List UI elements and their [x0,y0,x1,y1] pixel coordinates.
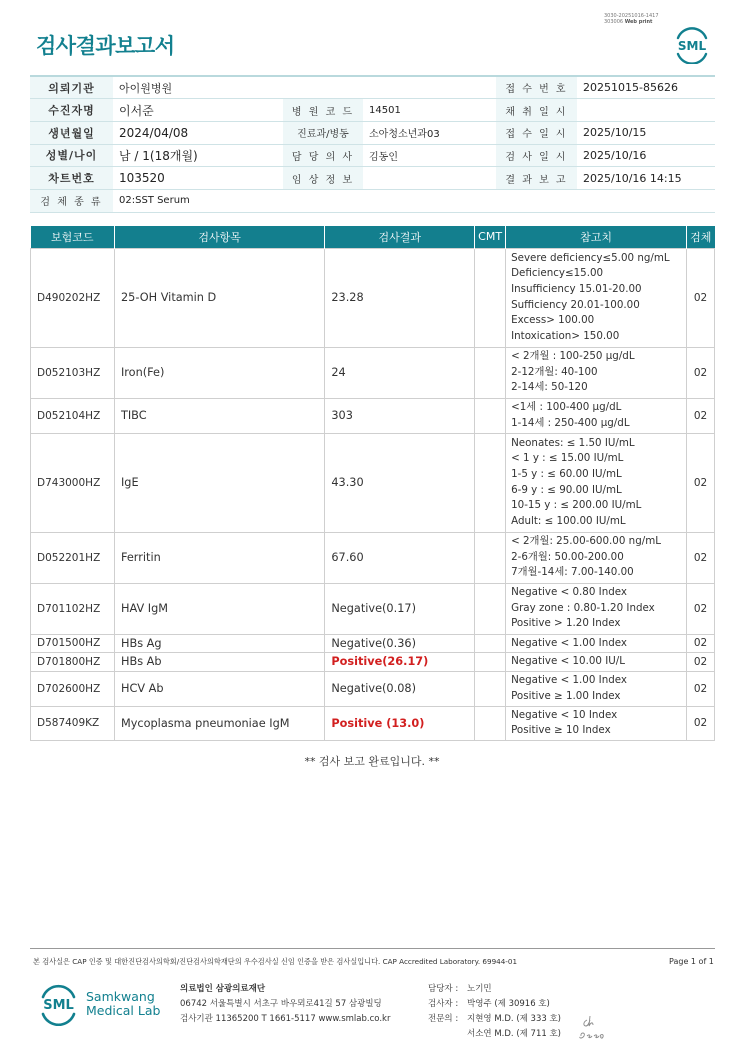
reference-range [506,706,687,740]
result-row [31,634,715,653]
col-header-reference: 참고치 [506,226,687,248]
report-date-value: 2025/10/16 14:15 [577,167,715,190]
insurance-code: D701800HZ [31,653,115,672]
reference-line: Neonates: ≤ 1.50 IU/mL [511,436,635,449]
reference-line: 2-12개월: 40-100 [511,365,598,378]
reference-line: 7개월-14세: 7.00-140.00 [511,566,634,579]
doctor-value: 김동인 [363,144,496,167]
reference-line: Positive ≥ 1.00 Index [511,689,621,702]
clinical-value [363,167,496,190]
test-result-positive: Positive (13.0) [325,706,475,740]
cmt-cell [475,671,506,706]
hospital-label: 의뢰기관 [30,76,113,99]
hospital-code-label: 병 원 코 드 [283,99,363,122]
col-header-result: 검사결과 [325,226,475,248]
reference-line: Adult: ≤ 100.00 IU/mL [511,514,626,527]
collect-date-value [577,99,715,122]
insurance-code: D490202HZ [31,248,115,347]
company-name [86,990,160,1018]
test-item: HBs Ag [114,634,324,653]
test-item: TIBC [114,398,324,433]
test-result: 23.28 [325,248,475,347]
org-contact: 검사기관 11365200 T 1661-5117 www.smlab.co.kr [180,1014,391,1024]
reference-line: 2-6개월: 50.00-200.00 [511,550,624,563]
patient-name-value: 이서준 [113,99,283,122]
reference-line: Positive ≥ 10 Index [511,724,611,737]
reference-line: Negative < 1.00 Index [511,636,628,649]
test-item: Iron(Fe) [114,347,324,398]
signature-icon [577,1010,613,1042]
staff-info [428,982,561,1042]
staff-label: 담당자 : [428,984,459,994]
cmt-cell [475,398,506,433]
reference-line: 6-9 y : ≤ 90.00 IU/mL [511,483,622,496]
insurance-code: D702600HZ [31,671,115,706]
dept-label: 진료과/병동 [283,121,363,144]
org-name: 의료법인 삼광의료재단 [180,984,266,994]
reference-range [506,634,687,653]
insurance-code: D743000HZ [31,433,115,532]
specimen-value: 02:SST Serum [113,189,715,212]
result-row [31,248,715,347]
doc-code-line1: 3030-20251016-1417 [604,13,659,19]
footer-logo-text: SML [43,998,74,1013]
cmt-cell [475,532,506,583]
test-item: HAV IgM [114,583,324,634]
test-result: Negative(0.36) [325,634,475,653]
test-item: HBs Ab [114,653,324,672]
reference-line: Gray zone : 0.80-1.20 Index [511,601,655,614]
insurance-code: D052104HZ [31,398,115,433]
test-item: HCV Ab [114,671,324,706]
test-result: 67.60 [325,532,475,583]
reference-line: Positive > 1.20 Index [511,617,621,630]
staff-value: 노기민 [467,984,492,994]
reference-line: Sufficiency 20.01-100.00 [511,298,640,311]
staff-label [428,1027,467,1042]
col-header-code: 보험코드 [31,226,115,248]
report-complete-note: ** 검사 보고 완료입니다. ** [304,755,440,768]
test-item: Mycoplasma pneumoniae IgM [114,706,324,740]
company-name-line1: Samkwang [86,989,155,1004]
cmt-cell [475,347,506,398]
insurance-code: D052201HZ [31,532,115,583]
reference-range [506,671,687,706]
specimen-code: 02 [687,671,715,706]
organization-info [180,982,390,1027]
test-result: Negative(0.08) [325,671,475,706]
dept-value: 소아청소년과03 [363,121,496,144]
company-name-line2: Medical Lab [86,1003,161,1018]
reference-range [506,653,687,672]
sml-logo-text: SML [677,39,707,53]
reference-line: < 1 y : ≤ 15.00 IU/mL [511,452,624,465]
reference-range [506,433,687,532]
col-header-cmt: CMT [475,226,506,248]
result-row [31,706,715,740]
test-result-positive: Positive(26.17) [325,653,475,672]
staff-value: 서소연 M.D. (제 711 호) [467,1029,562,1039]
staff-row [428,1012,561,1027]
result-row [31,398,715,433]
doc-code-line2: 303006 [604,19,624,25]
specimen-code: 02 [687,532,715,583]
test-result: Negative(0.17) [325,583,475,634]
test-item: 25-OH Vitamin D [114,248,324,347]
test-result: 24 [325,347,475,398]
result-row [31,653,715,672]
footer-sml-logo-icon [36,981,81,1026]
result-row [31,583,715,634]
sex-age-value: 남 / 1(18개월) [113,144,283,167]
insurance-code: D701500HZ [31,634,115,653]
reference-line: Insufficiency 15.01-20.00 [511,282,642,295]
test-item: IgE [114,433,324,532]
reference-line: 1-14세 : 250-400 μg/dL [511,416,630,429]
reference-line: 2-14세: 50-120 [511,381,588,394]
test-item: Ferritin [114,532,324,583]
reference-line: <1세 : 100-400 μg/dL [511,400,622,413]
reference-range [506,398,687,433]
staff-value: 지현영 M.D. (제 333 호) [467,1014,562,1024]
insurance-code: D701102HZ [31,583,115,634]
reference-range [506,347,687,398]
test-date-label: 검 사 일 시 [496,144,577,167]
test-date-value: 2025/10/16 [577,144,715,167]
cmt-cell [475,634,506,653]
cmt-cell [475,433,506,532]
specimen-code: 02 [687,398,715,433]
test-result: 43.30 [325,433,475,532]
test-result: 303 [325,398,475,433]
result-row [31,347,715,398]
insurance-code: D587409KZ [31,706,115,740]
col-header-specimen: 검체 [687,226,715,248]
collect-date-label: 채 취 일 시 [496,99,577,122]
reference-range [506,248,687,347]
cmt-cell [475,583,506,634]
specimen-code: 02 [687,347,715,398]
reference-line: < 2개월 : 100-250 μg/dL [511,350,635,363]
result-row [31,671,715,706]
accreditation-note: 본 검사실은 CAP 인증 및 대한진단검사의학회/진단검사의학재단의 우수검사실 신임 인증을 받은 검사실입니다. CAP Accredited Laboratory. 69944-01 [33,957,518,966]
reference-line: Negative < 10 Index [511,708,618,721]
staff-label: 전문의 : [428,1014,459,1024]
doctor-label: 담 당 의 사 [283,144,363,167]
patient-name-label: 수진자명 [30,99,113,122]
chart-no-label: 차트번호 [30,167,113,190]
patient-info-table [30,75,715,213]
reference-range [506,583,687,634]
receipt-date-label: 접 수 일 시 [496,121,577,144]
staff-label: 검사자 : [428,999,459,1009]
page-number: Page 1 of 1 [669,957,714,966]
specimen-label: 검 체 종 류 [30,189,113,212]
staff-row [428,1027,561,1042]
org-address: 06742 서울특별시 서초구 바우뫼로41길 57 삼광빌딩 [180,999,382,1009]
clinical-label: 임 상 정 보 [283,167,363,190]
receipt-no-label: 접 수 번 호 [496,76,577,99]
reference-range [506,532,687,583]
report-date-label: 결 과 보 고 [496,167,577,190]
reference-line: Deficiency≤15.00 [511,267,604,280]
sex-age-label: 성별/나이 [30,144,113,167]
specimen-code: 02 [687,653,715,672]
reference-line: Severe deficiency≤5.00 ng/mL [511,251,670,264]
staff-row [428,982,561,997]
reference-line: Negative < 1.00 Index [511,674,628,687]
results-table [30,226,715,741]
cmt-cell [475,248,506,347]
chart-no-value: 103520 [113,167,283,190]
reference-line: 1-5 y : ≤ 60.00 IU/mL [511,467,622,480]
specimen-code: 02 [687,634,715,653]
reference-line: < 2개월: 25.00-600.00 ng/mL [511,535,661,548]
specimen-code: 02 [687,583,715,634]
staff-row [428,997,561,1012]
staff-value: 박영주 (제 30916 호) [467,999,550,1009]
hospital-value: 아이원병원 [113,76,496,99]
cmt-cell [475,706,506,740]
hospital-code-value: 14501 [363,99,496,122]
insurance-code: D052103HZ [31,347,115,398]
result-row [31,433,715,532]
specimen-code: 02 [687,248,715,347]
reference-line: Excess> 100.00 [511,314,595,327]
page-title: 검사결과보고서 [36,34,175,58]
specimen-code: 02 [687,706,715,740]
reference-line: Negative < 0.80 Index [511,586,628,599]
receipt-no-value: 20251015-85626 [577,76,715,99]
footer-divider [30,948,715,949]
specimen-code: 02 [687,433,715,532]
reference-line: 10-15 y : ≤ 200.00 IU/mL [511,499,642,512]
col-header-item: 검사항목 [114,226,324,248]
reference-line: Intoxication> 150.00 [511,329,620,342]
cmt-cell [475,653,506,672]
sml-logo-icon [672,24,712,64]
birth-label: 생년월일 [30,121,113,144]
birth-value: 2024/04/08 [113,121,283,144]
document-code [604,13,659,25]
print-mode: Web print [624,19,653,25]
reference-line: Negative < 10.00 IU/L [511,655,626,668]
result-row [31,532,715,583]
receipt-date-value: 2025/10/15 [577,121,715,144]
